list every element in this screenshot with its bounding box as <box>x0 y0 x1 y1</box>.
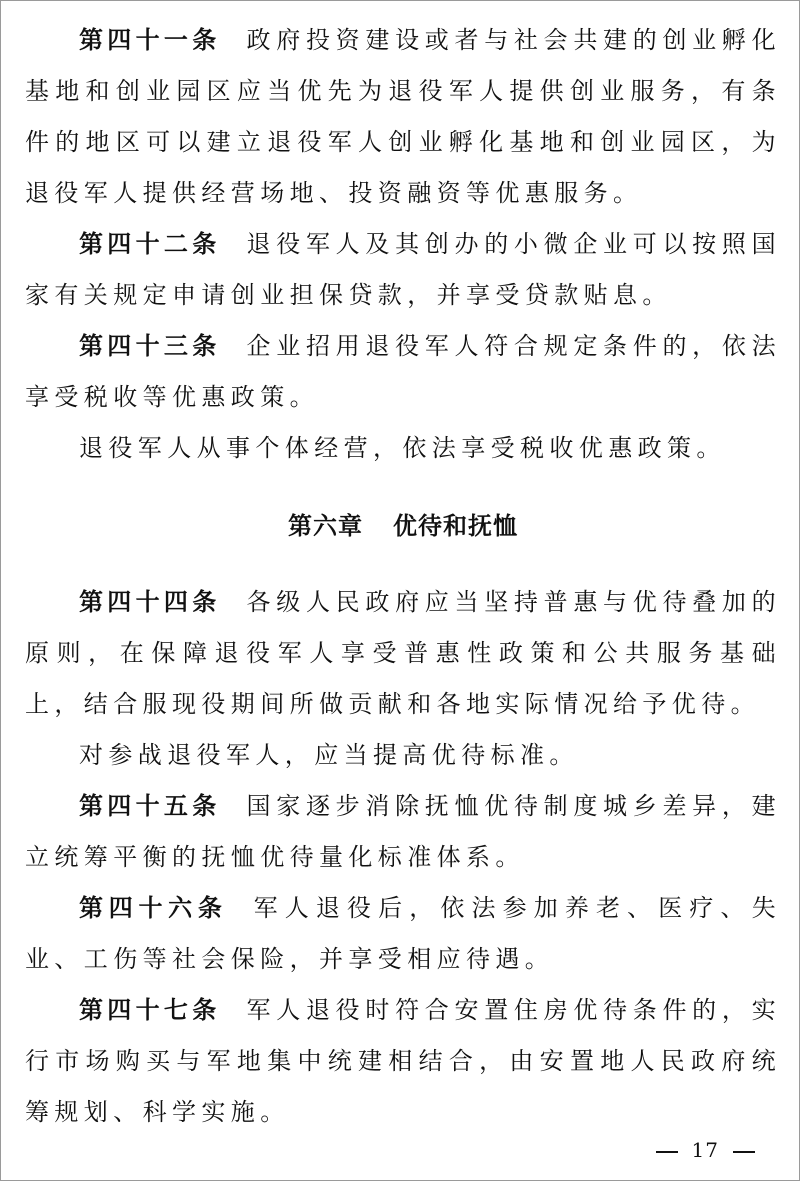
article-number: 第四十三条 <box>79 332 221 360</box>
article-43 <box>25 321 781 423</box>
article-45 <box>25 781 781 883</box>
article-text: 退役军人及其创办的小微企业可以按照国家有关规定申请创业担保贷款，并享受贷款贴息。 <box>25 230 781 309</box>
article-number: 第四十七条 <box>79 996 221 1024</box>
article-number: 第四十四条 <box>79 588 221 616</box>
page-number-value: 17 <box>691 1138 719 1162</box>
article-text: 国家逐步消除抚恤优待制度城乡差异，建立统筹平衡的抚恤优待量化标准体系。 <box>25 792 781 871</box>
page-number <box>642 1138 769 1162</box>
article-text: 军人退役后，依法参加养老、医疗、失业、工伤等社会保险，并享受相应待遇。 <box>25 894 781 973</box>
chapter-number: 第六章 <box>288 512 363 540</box>
article-text: 政府投资建设或者与社会共建的创业孵化基地和创业园区应当优先为退役军人提供创业服务，有条件的地区可以建立退役军人创业孵化基地和创业园区，为退役军人提供经营场地、投资融资等优惠服务。 <box>25 26 781 207</box>
chapter-heading <box>25 501 781 552</box>
article-number: 第四十一条 <box>79 26 221 54</box>
article-number: 第四十五条 <box>79 792 221 820</box>
article-44-paragraph-2: 对参战退役军人，应当提高优待标准。 <box>79 741 579 769</box>
article-number: 第四十六条 <box>79 894 228 922</box>
article-text: 企业招用退役军人符合规定条件的，依法享受税收等优惠政策。 <box>25 332 781 411</box>
chapter-title: 优待和抚恤 <box>393 512 518 540</box>
article-number: 第四十二条 <box>79 230 221 258</box>
article-44 <box>25 577 781 730</box>
article-42 <box>25 219 781 321</box>
article-text: 军人退役时符合安置住房优待条件的，实行市场购买与军地集中统建相结合，由安置地人民政府统筹规划、科学实施。 <box>25 996 781 1126</box>
dash-left-icon <box>656 1151 678 1153</box>
article-46 <box>25 883 781 985</box>
page-content <box>25 15 781 1138</box>
dash-right-icon <box>733 1151 755 1153</box>
article-text: 各级人民政府应当坚持普惠与优待叠加的原则，在保障退役军人享受普惠性政策和公共服务基础上，结合服现役期间所做贡献和各地实际情况给予优待。 <box>25 588 781 718</box>
article-41 <box>25 15 781 219</box>
article-47 <box>25 985 781 1138</box>
article-43-paragraph-2: 退役军人从事个体经营，依法享受税收优惠政策。 <box>79 434 726 462</box>
